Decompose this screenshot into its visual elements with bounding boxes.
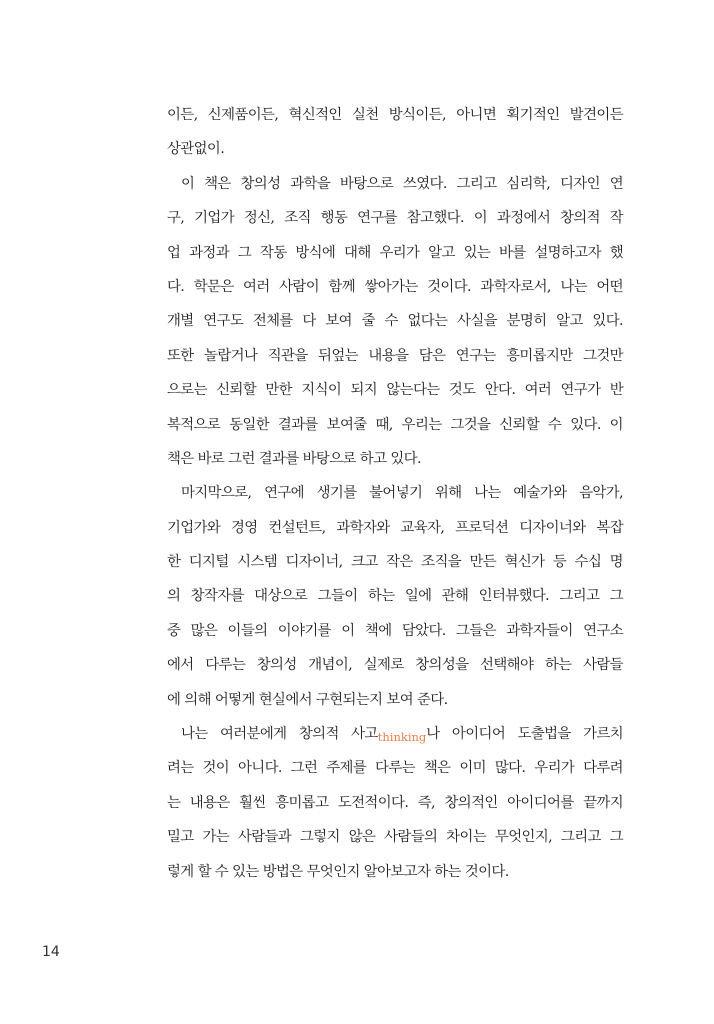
- text-line: 의 창작자를 대상으로 그들이 하는 일에 관해 인터뷰했다. 그리고 그: [167, 588, 623, 605]
- paragraph-start-line: [167, 717, 623, 751]
- page-number: 14: [42, 944, 60, 960]
- paragraph-start-line: 마지막으로, 연구에 생기를 불어넣기 위해 나는 예술가와 음악가,: [181, 485, 623, 502]
- body-text: [167, 98, 623, 889]
- paragraph-start-line: 이 책은 창의성 과학을 바탕으로 쓰였다. 그리고 심리학, 디자인 연: [181, 175, 623, 192]
- text-line: 상관없이.: [167, 141, 225, 158]
- text-line: 또한 놀랍거나 직관을 뒤엎는 내용을 담은 연구는 흥미롭지만 그것만: [167, 347, 623, 364]
- text-line: 복적으로 동일한 결과를 보여줄 때, 우리는 그것을 신뢰할 수 있다. 이: [167, 416, 623, 433]
- text-line: 업 과정과 그 작동 방식에 대해 우리가 알고 있는 바를 설명하고자 했: [167, 244, 623, 261]
- text-line: 는 내용은 훨씬 흥미롭고 도전적이다. 즉, 창의적인 아이디어를 끝까지: [167, 794, 623, 811]
- text-line: 에 의해 어떻게 현실에서 구현되는지 보여 준다.: [167, 691, 448, 708]
- text-line: 구, 기업가 정신, 조직 행동 연구를 참고했다. 이 과정에서 창의적 작: [167, 210, 623, 227]
- text-line: 기업가와 경영 컨설턴트, 과학자와 교육자, 프로덕션 디자이너와 복잡: [167, 519, 623, 536]
- text-line: 한 디지털 시스템 디자이너, 크고 작은 조직을 만든 혁신가 등 수십 명: [167, 554, 623, 571]
- text-line: 에서 다루는 창의성 개념이, 실제로 창의성을 선택해야 하는 사람들: [167, 657, 623, 674]
- text-line: 밀고 가는 사람들과 그렇지 않은 사람들의 차이는 무엇인지, 그리고 그: [167, 829, 623, 846]
- line-text-before-gloss: 나는 여러분에게 창의적 사고: [181, 726, 378, 743]
- text-line: 이든, 신제품이든, 혁신적인 실천 방식이든, 아니면 획기적인 발견이든: [167, 107, 623, 123]
- text-line: 려는 것이 아니다. 그런 주제를 다루는 책은 이미 많다. 우리가 다루려: [167, 760, 623, 777]
- text-line: 책은 바로 그런 결과를 바탕으로 하고 있다.: [167, 450, 421, 467]
- text-line: 렇게 할 수 있는 방법은 무엇인지 알아보고자 하는 것이다.: [167, 863, 509, 880]
- text-line: 다. 학문은 여러 사람이 함께 쌓아가는 것이다. 과학자로서, 나는 어떤: [167, 278, 623, 295]
- line-text-after-gloss: 나 아이디어 도출법을 가르치: [426, 726, 623, 743]
- english-gloss: thinking: [377, 730, 427, 745]
- text-line: 중 많은 이들의 이야기를 이 책에 담았다. 그들은 과학자들이 연구소: [167, 622, 623, 639]
- text-line: 으로는 신뢰할 만한 지식이 되지 않는다는 것도 안다. 여러 연구가 반: [167, 382, 623, 399]
- text-line: 개별 연구도 전체를 다 보여 줄 수 없다는 사실을 분명히 알고 있다.: [167, 313, 623, 330]
